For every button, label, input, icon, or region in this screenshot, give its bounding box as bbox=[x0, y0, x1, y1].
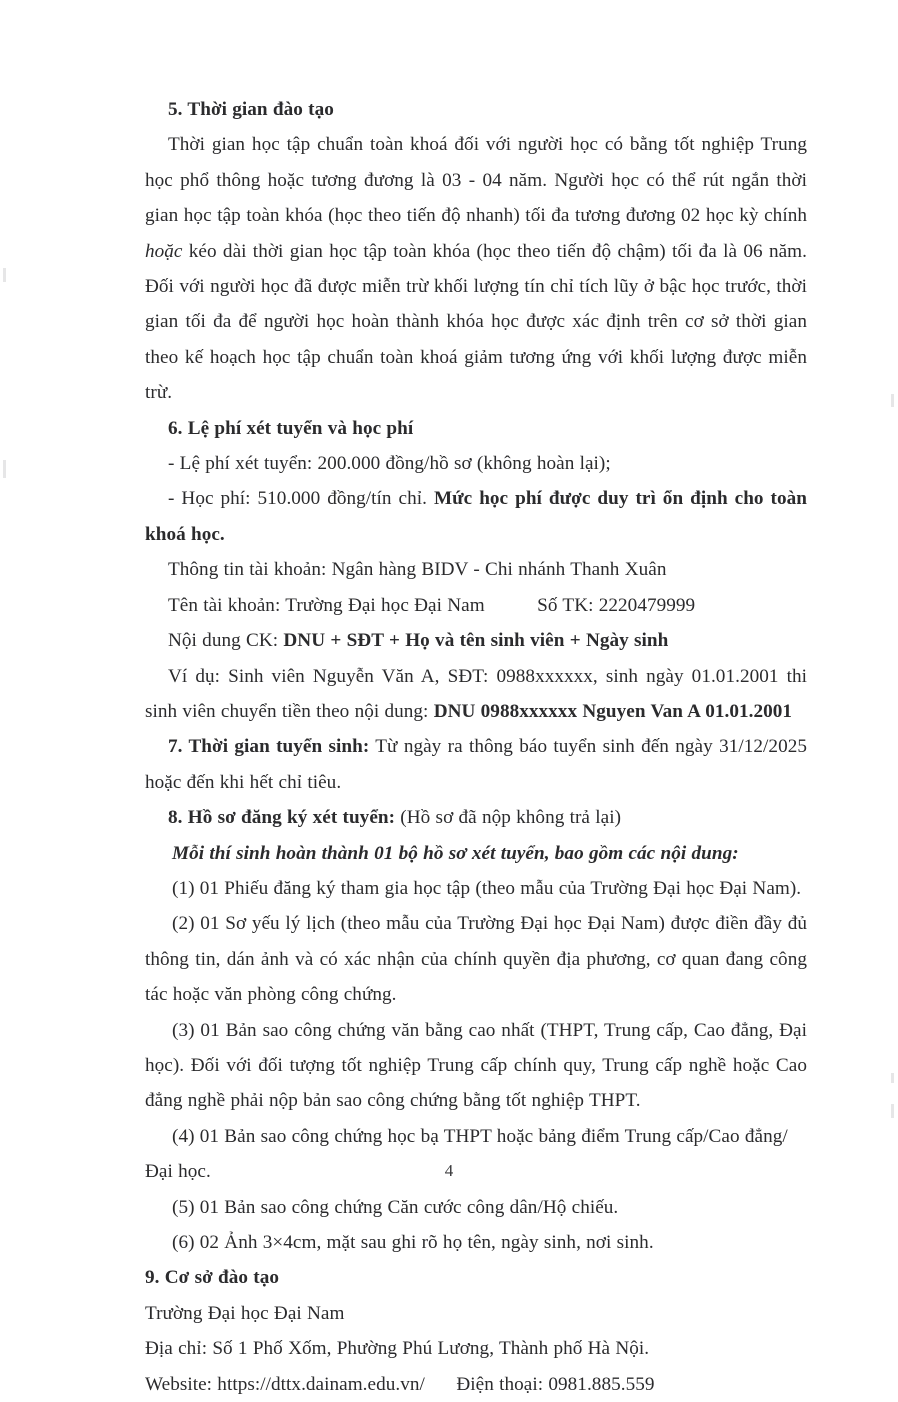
section-8-item-6: (6) 02 Ảnh 3×4cm, mặt sau ghi rõ họ tên, ngày sinh, nơi sinh. bbox=[172, 1232, 654, 1253]
run-text-bold: Mức học phí được duy trì ổn định cho toàn khoá học. bbox=[145, 488, 807, 545]
document-body bbox=[145, 92, 807, 1402]
run-text: Thời gian học tập chuẩn toàn khoá đối với người học có bằng tốt nghiệp Trung học phổ thông hoặc tương đương là 03 - 04 năm. Người học có thể rút ngắn thời gian học tập toàn khóa (học theo tiến độ nhanh) tối đa tương đương 02 học kỳ chính bbox=[145, 134, 807, 227]
scan-artifact-right-upper bbox=[891, 394, 894, 407]
section-5-heading: 5. Thời gian đào tạo bbox=[168, 99, 334, 120]
scan-artifact-left-lower bbox=[3, 460, 6, 478]
section-6-heading: 6. Lệ phí xét tuyển và học phí bbox=[168, 417, 414, 439]
section-6-application-fee: - Lệ phí xét tuyển: 200.000 đồng/hồ sơ (không hoàn lại); bbox=[168, 453, 611, 475]
phone-text: Điện thoại: 0981.885.559 bbox=[456, 1373, 655, 1395]
section-7-paragraph bbox=[145, 729, 807, 800]
account-name-label: Tên tài khoản: Trường Đại học Đại Nam bbox=[168, 594, 485, 616]
account-number: Số TK: 2220479999 bbox=[537, 594, 696, 616]
section-6-bank-info: Thông tin tài khoản: Ngân hàng BIDV - Chi nhánh Thanh Xuân bbox=[168, 559, 667, 581]
section-9-contact bbox=[145, 1367, 807, 1402]
run-text-italic: hoặc bbox=[145, 240, 183, 262]
page-number: 4 bbox=[444, 1161, 454, 1180]
run-text: kéo dài thời gian học tập toàn khóa (học theo tiến độ chậm) tối đa là 06 năm. Đối với người học đã được miễn trừ khối lượng tín chỉ tích lũy ở bậc học trước, thời gian tối đa để người học hoàn thành khóa học được xác định trên cơ sở thời gian theo kế hoạch học tập chuẩn toàn khoá giảm tương ứng với khối lượng được miễn trừ. bbox=[145, 240, 807, 404]
run-text-bold: DNU + SĐT + Họ và tên sinh viên + Ngày sinh bbox=[283, 630, 669, 652]
section-5-paragraph bbox=[145, 127, 807, 410]
run-text: Từ ngày ra thông báo tuyển sinh đến ngày 31/12/2025 hoặc đến khi hết chỉ tiêu. bbox=[145, 736, 807, 793]
section-8-item-2: (2) 01 Sơ yếu lý lịch (theo mẫu của Trường Đại học Đại Nam) được điền đầy đủ thông tin, dán ảnh và có xác nhận của chính quyền địa phương, cơ quan đang công tác hoặc văn phòng công chứng. bbox=[145, 913, 807, 1006]
section-7-label: 7. Thời gian tuyển sinh: bbox=[168, 736, 370, 758]
section-9-address: Địa chỉ: Số 1 Phố Xốm, Phường Phú Lương, Thành phố Hà Nội. bbox=[145, 1338, 650, 1360]
section-8-paragraph bbox=[145, 800, 807, 835]
section-6-transfer-example bbox=[145, 659, 807, 730]
section-6-account-name bbox=[145, 588, 807, 623]
run-text: Ví dụ: Sinh viên Nguyễn Văn A, SĐT: 0988xxxxxx, sinh ngày 01.01.2001 thi sinh viên chuyển tiền theo nội dung: bbox=[145, 665, 807, 722]
section-9-school-name: Trường Đại học Đại Nam bbox=[145, 1302, 345, 1324]
section-8-subheading: Mỗi thí sinh hoàn thành 01 bộ hồ sơ xét tuyển, bao gồm các nội dung: bbox=[172, 842, 739, 864]
section-9-heading: 9. Cơ sở đào tạo bbox=[145, 1267, 279, 1289]
section-8-item-3: (3) 01 Bản sao công chứng văn bằng cao nhất (THPT, Trung cấp, Cao đẳng, Đại học). Đối với đối tượng tốt nghiệp Trung cấp chính quy, Trung cấp nghề hoặc Cao đẳng nghề phải nộp bản sao công chứng bằng tốt nghiệp THPT. bbox=[145, 1019, 807, 1112]
section-6-tuition-fee bbox=[145, 481, 807, 552]
run-text: - Học phí: 510.000 đồng/tín chỉ. bbox=[168, 488, 434, 510]
scan-artifact-right-bottom bbox=[891, 1104, 894, 1118]
section-8-item-1: (1) 01 Phiếu đăng ký tham gia học tập (theo mẫu của Trường Đại học Đại Nam). bbox=[172, 877, 802, 899]
section-6-transfer-content bbox=[145, 623, 807, 658]
run-text-bold: DNU 0988xxxxxx Nguyen Van A 01.01.2001 bbox=[433, 700, 793, 722]
spacer bbox=[485, 595, 537, 616]
spacer bbox=[425, 1374, 456, 1395]
scan-artifact-right-lower bbox=[891, 1073, 894, 1083]
scan-artifact-left-upper bbox=[3, 268, 6, 282]
website-text: Website: https://dttx.dainam.edu.vn/ bbox=[145, 1373, 425, 1395]
section-8-item-4: (4) 01 Bản sao công chứng học bạ THPT hoặc bảng điểm Trung cấp/Cao đẳng/Đại học. bbox=[145, 1125, 788, 1183]
run-text: Nội dung CK: bbox=[168, 630, 284, 652]
section-8-label: 8. Hồ sơ đăng ký xét tuyển: bbox=[168, 807, 396, 829]
section-8-item-5: (5) 01 Bản sao công chứng Căn cước công dân/Hộ chiếu. bbox=[172, 1196, 619, 1218]
run-text: (Hồ sơ đã nộp không trả lại) bbox=[395, 807, 622, 829]
